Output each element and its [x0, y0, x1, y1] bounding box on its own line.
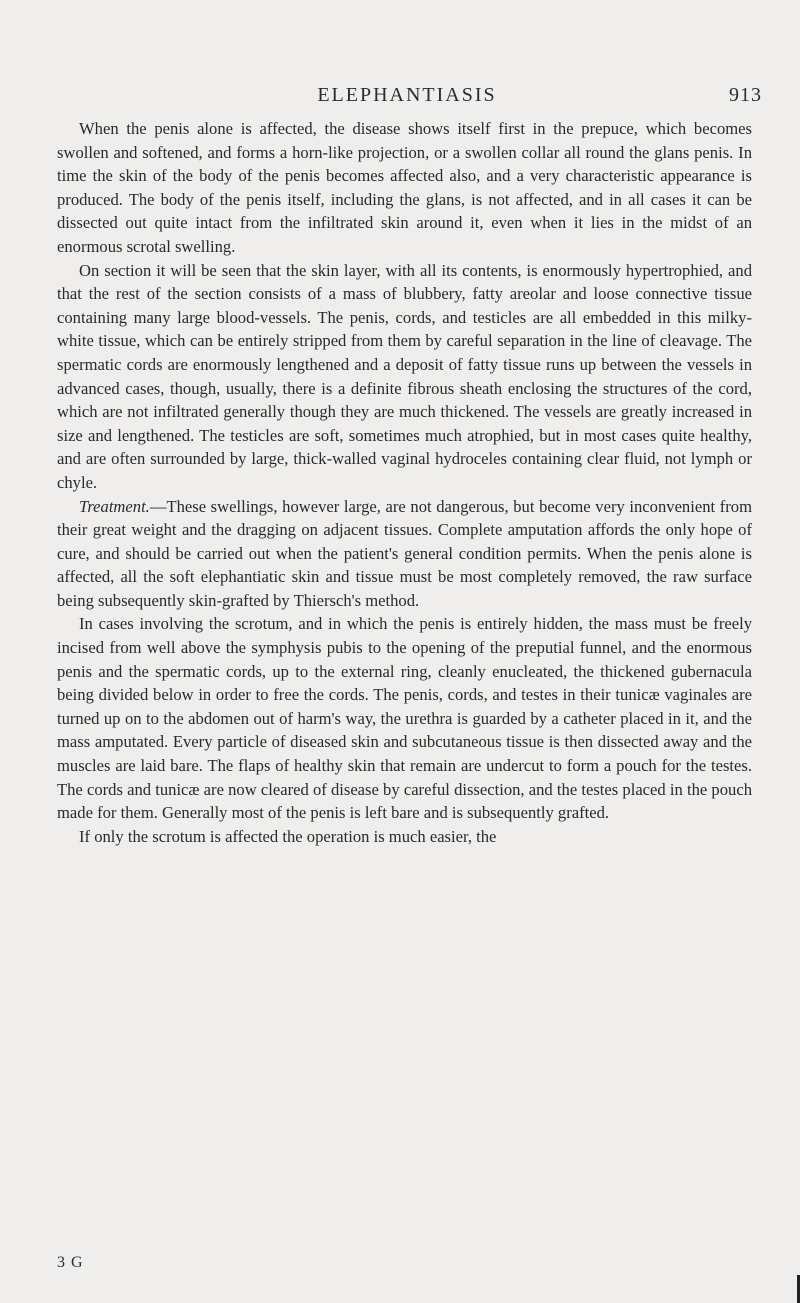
paragraph-scrotum-only: If only the scrotum is affected the operation is much easier, the: [79, 826, 497, 846]
running-head: [52, 84, 762, 110]
paragraph-section: On section it will be seen that the skin layer, with all its contents, is enormously hypertrophied, and that the rest of the section consists of a mass of blubbery, fatty areolar and loose connective tissue containing many large blood-vessels. The penis, cords, and testicles are all embedded in this milky-white tissue, which can be entirely stripped from them by careful separation in the line of cleavage. The spermatic cords are enormously lengthened and a deposit of fatty tissue runs up between the vessels in advanced cases, though, usually, there is a definite fibrous sheath enclosing the structures of the cord, which are not infiltrated generally though they are much thickened. The vessels are greatly increased in size and lengthened. The testicles are soft, sometimes much atrophied, but in most cases quite healthy, and are often surrounded by large, thick-walled vaginal hydroceles containing clear fluid, not lymph or chyle.: [57, 260, 752, 492]
treatment-heading: Treatment.: [79, 496, 150, 516]
paragraph-scrotum-cases: In cases involving the scrotum, and in which the penis is entirely hidden, the mass must be freely incised from well above the symphysis pubis to the opening of the preputial funnel, and the enormous penis and the spermatic cords, up to the external ring, cleanly enucleated, the thickened gubernacula being divided below in order to free the cords. The penis, cords, and testes in their tunicæ vaginales are turned up on to the abdomen out of harm's way, the urethra is guarded by a catheter placed in it, and the mass amputated. Every particle of diseased skin and subcutaneous tissue is then dissected away and the muscles are laid bare. The flaps of healthy skin that remain are undercut to form a pouch for the testes. The cords and tunicæ are now cleared of disease by careful dissection, and the testes placed in the pouch made for them. Generally most of the penis is left bare and is subsequently grafted.: [57, 614, 752, 823]
paragraph-penis-alone: When the penis alone is affected, the disease shows itself first in the prepuce, which becomes swollen and softened, and forms a horn-like projection, or a swollen collar all round the glans penis. In time the skin of the body of the penis becomes affected also, and a very characteristic appearance is produced. The body of the penis itself, including the glans, is not affected, and in all cases it can be dissected out quite intact from the infiltrated skin around it, even when it lies in the midst of an enormous scrotal swelling.: [57, 119, 752, 256]
signature-mark: 3 G: [57, 1254, 84, 1271]
page-number: 913: [729, 84, 762, 106]
treatment-text: —These swellings, however large, are not dangerous, but become very inconvenient from their great weight and the dragging on adjacent tissues. Complete amputation affords the only hope of cure, and should be carried out when the patient's general condition permits. When the penis alone is affected, all the soft elephantiatic skin and tissue must be most completely removed, the raw surface being subsequently skin-grafted by Thiersch's method.: [57, 496, 752, 610]
body-text: [57, 117, 752, 848]
running-title: ELEPHANTIASIS: [317, 84, 497, 106]
paragraph-treatment: [57, 495, 752, 613]
